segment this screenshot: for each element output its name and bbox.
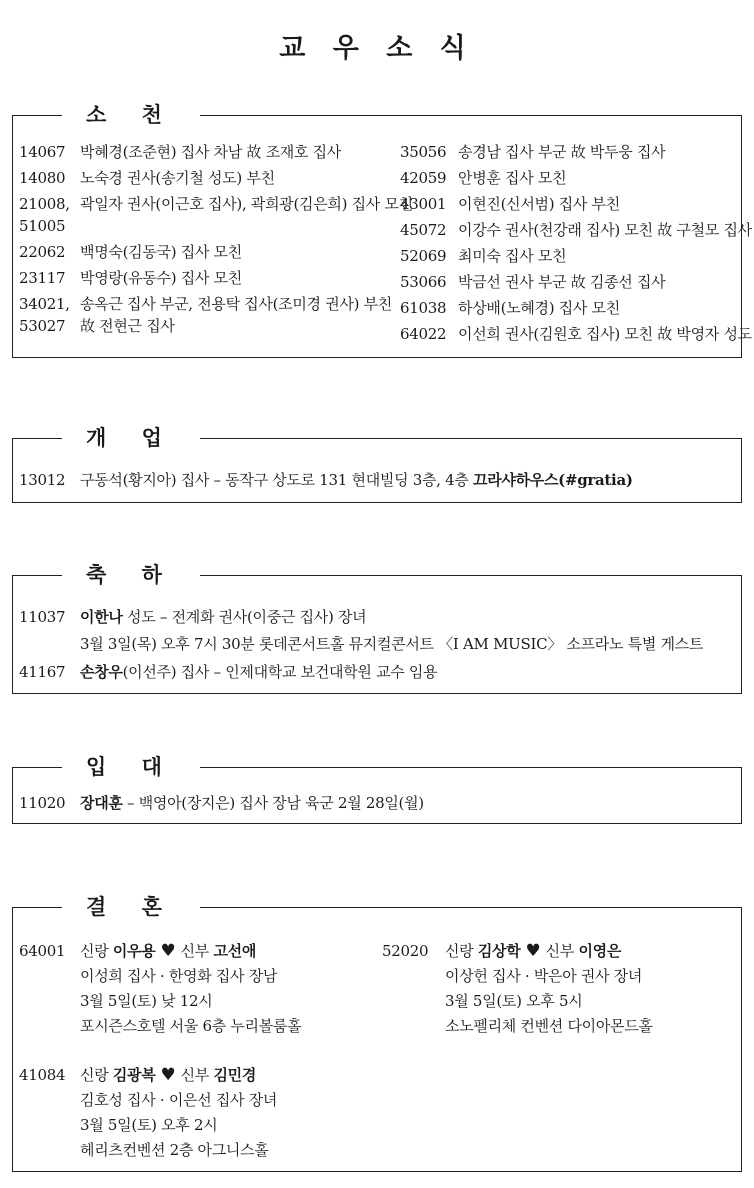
wedding-venue: 소노펠리체 컨벤션 다이아몬드홀 xyxy=(445,1017,653,1035)
condolence-code: 51005 xyxy=(19,217,66,235)
condolence-text: 곽일자 권사(이근호 집사), 곽희광(김은희) 집사 모친 xyxy=(80,195,413,213)
condolence-text: 故 전현근 집사 xyxy=(80,317,175,335)
condolence-text: 이강수 권사(천강래 집사) 모친 故 구철모 집사 xyxy=(458,221,752,239)
congrats-code: 11037 xyxy=(19,608,66,626)
opening-business-name: 끄라샤하우스(#gratia) xyxy=(473,471,633,489)
wedding-parents: 이성희 집사 · 한영화 집사 장남 xyxy=(80,967,278,985)
enlist-section xyxy=(12,752,742,824)
condolence-text: 송옥근 집사 부군, 전용탁 집사(조미경 권사) 부친 xyxy=(80,295,392,313)
wedding-time: 3월 5일(토) 오후 5시 xyxy=(445,992,583,1010)
wedding-couple-names xyxy=(80,938,256,964)
bride-name: 김민경 xyxy=(213,1066,257,1084)
condolence-code: 34021, xyxy=(19,295,70,313)
condolence-code: 35056 xyxy=(400,143,447,161)
wedding-parents: 김호성 집사 · 이은선 집사 장녀 xyxy=(80,1091,278,1109)
wedding-time: 3월 5일(토) 낮 12시 xyxy=(80,992,213,1010)
wedding-time: 3월 5일(토) 오후 2시 xyxy=(80,1116,218,1134)
condolence-text: 안병훈 집사 모친 xyxy=(458,169,567,187)
congrats-item xyxy=(80,604,366,630)
bride-label: 신부 xyxy=(180,942,214,960)
wedding-code: 64001 xyxy=(19,942,66,960)
enlist-name: 장대훈 xyxy=(80,794,123,812)
wedding-parents: 이상헌 집사 · 박은아 권사 장녀 xyxy=(445,967,643,985)
condolence-text: 백명숙(김동국) 집사 모친 xyxy=(80,243,242,261)
wedding-code: 52020 xyxy=(382,942,429,960)
condolence-code: 53027 xyxy=(19,317,66,335)
wedding-section xyxy=(12,892,742,1172)
bride-name: 이영은 xyxy=(578,942,622,960)
condolence-text: 노숙경 권사(송기철 성도) 부친 xyxy=(80,169,275,187)
groom-name: 김상학 xyxy=(477,942,521,960)
page-title: 교 우 소 식 xyxy=(279,33,475,64)
heart-icon: ♥ xyxy=(520,941,546,961)
bride-name: 고선애 xyxy=(213,942,257,960)
condolence-text: 박혜경(조준현) 집사 차남 故 조재호 집사 xyxy=(80,143,341,161)
congrats-heading: 축 하 xyxy=(62,560,200,590)
opening-text xyxy=(80,467,633,493)
wedding-venue: 포시즌스호텔 서울 6층 누리볼룸홀 xyxy=(80,1017,302,1035)
opening-text-main: 구동석(황지아) 집사 – 동작구 상도로 131 현대빌딩 3층, 4층 xyxy=(80,471,474,489)
condolence-code: 61038 xyxy=(400,299,447,317)
condolence-section xyxy=(12,100,752,358)
bride-label: 신부 xyxy=(180,1066,214,1084)
opening-section xyxy=(12,423,742,503)
condolence-code: 14067 xyxy=(19,143,66,161)
condolence-code: 14080 xyxy=(19,169,66,187)
enlist-text: – 백영아(장지은) 집사 장남 육군 2월 28일(월) xyxy=(122,794,424,812)
condolence-code: 23117 xyxy=(19,269,66,287)
congrats-text: (이선주) 집사 – 인제대학교 보건대학원 교수 임용 xyxy=(122,663,438,681)
condolence-text: 박금선 권사 부군 故 김종선 집사 xyxy=(458,273,666,291)
groom-label: 신랑 xyxy=(80,1066,113,1084)
enlist-item xyxy=(80,790,424,816)
congrats-text: 성도 – 전계화 권사(이중근 집사) 장녀 xyxy=(122,608,367,626)
groom-label: 신랑 xyxy=(445,942,478,960)
congrats-extra: 3월 3일(목) 오후 7시 30분 롯데콘서트홀 뮤지컬콘서트 〈I AM MUSIC〉 소프라노 특별 게스트 xyxy=(80,635,704,653)
condolence-code: 43001 xyxy=(400,195,447,213)
congrats-name: 이한나 xyxy=(80,608,123,626)
condolence-text: 송경남 집사 부군 故 박두웅 집사 xyxy=(458,143,666,161)
condolence-text: 이현진(신서범) 집사 부친 xyxy=(458,195,620,213)
wedding-couple-names xyxy=(80,1062,256,1088)
condolence-text: 이선희 권사(김원호 집사) 모친 故 박영자 성도 xyxy=(458,325,752,343)
condolence-text: 최미숙 집사 모친 xyxy=(458,247,567,265)
wedding-code: 41084 xyxy=(19,1066,66,1084)
bride-label: 신부 xyxy=(545,942,579,960)
opening-code: 13012 xyxy=(19,471,66,489)
wedding-couple-names xyxy=(445,938,621,964)
congrats-section xyxy=(12,560,742,694)
heart-icon: ♥ xyxy=(155,941,181,961)
condolence-code: 42059 xyxy=(400,169,447,187)
enlist-code: 11020 xyxy=(19,794,66,812)
heart-icon: ♥ xyxy=(155,1065,181,1085)
condolence-code: 64022 xyxy=(400,325,447,343)
congrats-name: 손창우 xyxy=(80,663,123,681)
wedding-venue: 헤리츠컨벤션 2층 아그니스홀 xyxy=(80,1141,269,1159)
congrats-item xyxy=(80,659,437,685)
condolence-text: 박영랑(유동수) 집사 모친 xyxy=(80,269,242,287)
condolence-code: 53066 xyxy=(400,273,447,291)
groom-label: 신랑 xyxy=(80,942,113,960)
opening-heading: 개 업 xyxy=(62,423,200,453)
condolence-code: 22062 xyxy=(19,243,66,261)
condolence-heading: 소 천 xyxy=(62,100,200,130)
congrats-code: 41167 xyxy=(19,663,66,681)
groom-name: 김광복 xyxy=(112,1066,156,1084)
condolence-code: 21008, xyxy=(19,195,70,213)
condolence-text: 하상배(노혜경) 집사 모친 xyxy=(458,299,620,317)
groom-name: 이우용 xyxy=(112,942,156,960)
condolence-code: 52069 xyxy=(400,247,447,265)
condolence-code: 45072 xyxy=(400,221,447,239)
enlist-heading: 입 대 xyxy=(62,752,200,782)
wedding-heading: 결 혼 xyxy=(62,892,200,922)
